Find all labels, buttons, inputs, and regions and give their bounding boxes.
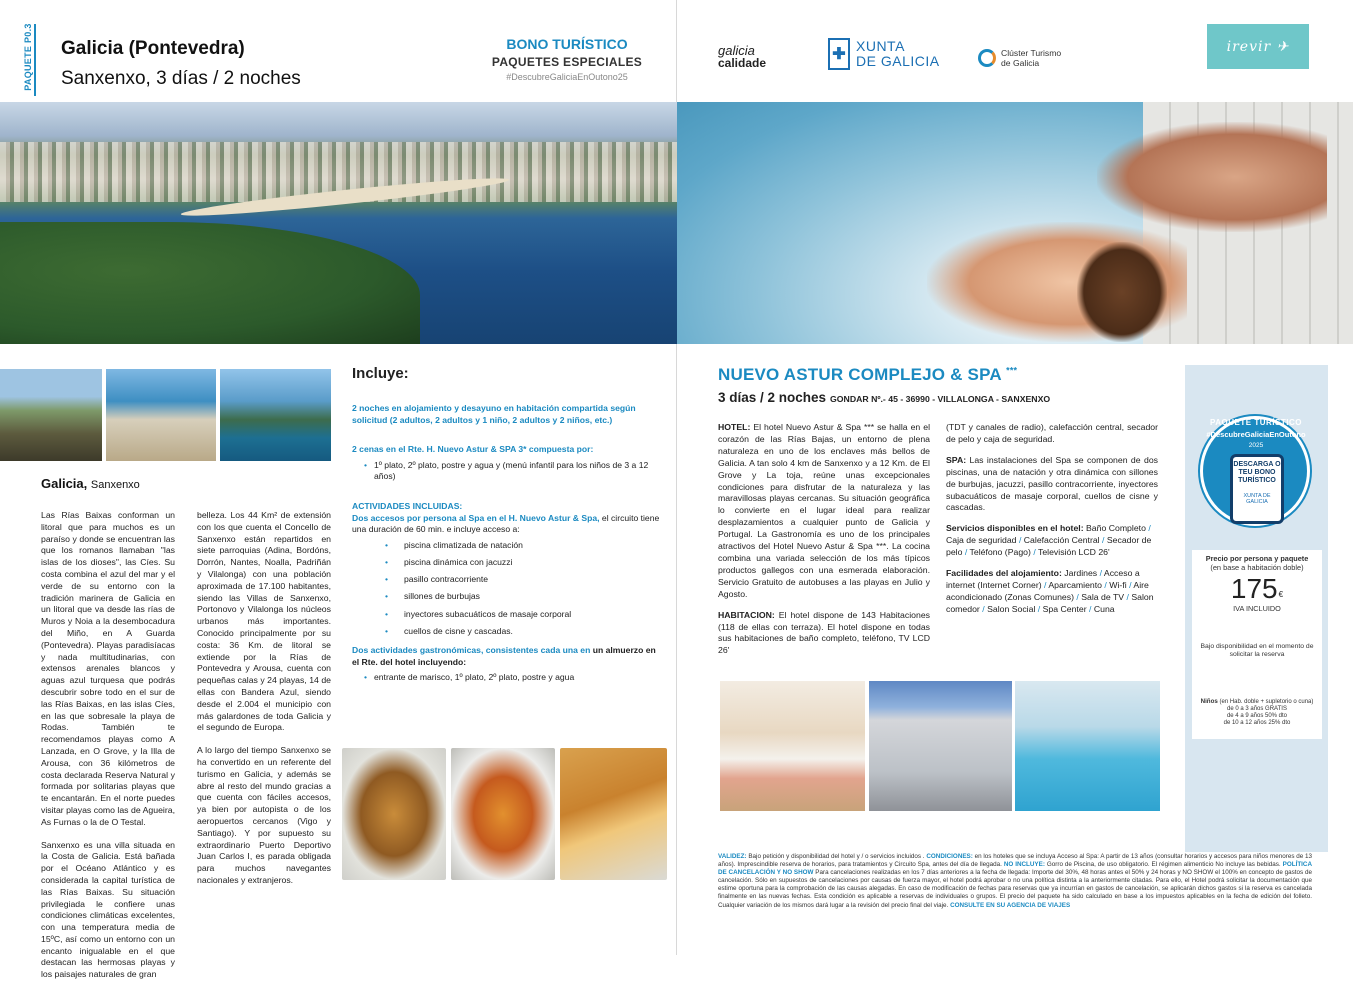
xunta-de-galicia-logo: ✚ XUNTA DE GALICIA (828, 38, 940, 70)
package-tab: PAQUETE P0.3 (22, 24, 36, 96)
services-list: Servicios disponibles en el hotel: Baño Completo / Caja de seguridad / Calefacción Central / Secador de pelo / Teléfono (Pago) / Televisión LCD 26' (946, 523, 1152, 558)
cies-islands-photo (220, 369, 331, 461)
price-label: Precio por persona y paquete (1205, 554, 1309, 563)
availability-note: Bajo disponibilidad en el momento de solicitar la reserva (1200, 643, 1314, 659)
hotel-room-photo (720, 681, 865, 811)
bono-badge: PAQUETE TURÍSTICO #DescubreGaliciaEnOutono 2025 DESCARGA O TEU BONO TURÍSTICO XUNTA DE GALICIA (1190, 410, 1324, 544)
sanxenxo-coast-photo (0, 102, 677, 344)
activities-heading: ACTIVIDADES INCLUIDAS: (352, 500, 463, 511)
price-basis: (en base a habitación doble) (1210, 563, 1304, 572)
boat-wreck-photo (0, 369, 102, 461)
empanada-dish-photo (560, 748, 667, 880)
galicia-calidade-logo: galicia calidade (718, 43, 767, 70)
hotel-duration: 3 días / 2 noches GONDAR Nº.- 45 - 36990 - VILLALONGA - SANXENXO (718, 390, 1051, 405)
list-item: • 1º plato, 2º plato, postre y agua y (menú infantil para los niños de 3 a 12 años) (352, 460, 664, 483)
hotel-building-photo (869, 681, 1012, 811)
children-pricing: Niños (en Hab. doble + supletorio o cuna) de 0 a 3 años GRATIS de 4 a 9 años 50% dto de 10 a 12 años 25% dto (1200, 698, 1314, 726)
spa-jacuzzi-photo (677, 102, 1353, 344)
consulte-agencia: CONSULTE EN SU AGENCIA DE VIAJES (950, 901, 1071, 909)
cluster-turismo-logo: Clúster Turismo de Galicia (978, 48, 1061, 68)
incluye-section (352, 403, 664, 690)
irevir-logo: irevir ✈ (1207, 24, 1309, 69)
clams-dish-photo (342, 748, 446, 880)
gastro-info: Dos actividades gastronómicas, consistentes cada una en un almuerzo en el Rte. del hotel incluyendo: (352, 645, 656, 667)
gastro-items-list (352, 672, 664, 684)
galicia-heading: Galicia, Sanxenxo (41, 476, 140, 491)
list-item: • entrante de marisco, 1º plato, 2º plato, postre y agua (352, 672, 664, 684)
list-item: • inyectores subacuáticos de masaje corporal (352, 609, 664, 621)
incluye-heading: Incluye: (352, 365, 409, 382)
bono-turistico-header (482, 36, 652, 82)
list-item: • piscina dinámica con jacuzzi (352, 557, 664, 569)
galicia-text-col2: belleza. Los 44 Km² de extensión con los que cuenta el Concello de Sanxenxo están repartidos en siete parroquias (Adina, Bordóns, Dorrón, Nantes, Noalla, Padriñán y Vilalonga) con una población aproximada de 17.100 habitantes, siendo las Villas de Sanxenxo, Portonovo y Vilalonga los núcleos urbanos más importantes. Conocido principalmente por su costa: 36 Km. de litoral se extiende por la Rías de Pontevedra y Arousa, cuenta con pequeñas calas y 24 playas, 14 de ellas con Bandera Azul, siendo desde el 2.004 el municipio con más galardones de toda Galicia y el segundo de Europa. A lo largo del tiempo Sanxenxo se ha convertido en un referente del turismo en Galicia, y además se abre al resto del mundo gracias a que cuenta con fáciles accesos, ya bien por autopista o de los aeropuertos cercanos (Vigo y Santiago). Y por supuesto su extraordinario Puerto Deportivo Juan Carlos I, es parada obligada para muchos navegantes nacionales y extranjeros. (197, 510, 331, 885)
scallops-dish-photo (451, 748, 555, 880)
spa-access-info: Dos accesos por persona al Spa en el H. Nuevo Astur & Spa, el circuito tiene una duración de 60 min. e incluye acceso a: (352, 512, 660, 535)
bono-title: BONO TURÍSTICO (506, 36, 628, 52)
page-subtitle: Sanxenxo, 3 días / 2 noches (61, 68, 301, 89)
list-item: • piscina climatizada de natación (352, 540, 664, 552)
hotel-text-col1: HOTEL: El hotel Nuevo Astur & Spa *** se halla en el corazón de las Rías Bajas, un entorno de plena naturaleza en uno de los enclaves más bellos de Galicia. A tan solo 4 km de Sanxenxo y a 12 Km. de El Grove y La toja, reúne unas excepcionales condiciones para disfrutar de la naturaleza y las maravillosas playas cercanas. Su situación geográfica lo convierte en el lugar ideal para realizar desplazamientos a cualquier punto de Galicia y Portugal. La Gastronomía es uno de los principales atractivos del Hotel Nuevo Astur & Spa ***. La cocina combina una variada selección de los más típicos productos gallegos con una esmerada elaboración. Servicio Gratuito de autobuses a las playas en Julio y Agosto. HABITACION: El hotel dispone de 143 Habitaciones (118 de ellas con terraza). El hotel dispone en todas sus habitaciones de baño completo, teléfono, TV LCD 26' (718, 422, 930, 656)
facilities-list: Facilidades del alojamiento: Jardines / Acceso a internet (Internet Corner) / Aparcamiento / Wi-fi / Aire acondicionado (Zonas Comunes) / Sala de TV / Salon comedor / Salon Social / Spa Center / Cuna (946, 568, 1154, 614)
dinner-list (352, 460, 664, 483)
page-title: Galicia (Pontevedra) (61, 38, 245, 59)
spa-items-list (352, 540, 664, 638)
dinners-info: 2 cenas en el Rte. H. Nuevo Astur & SPA 3* compuesta por: (352, 444, 594, 455)
bono-hashtag: #DescubreGaliciaEnOutono25 (506, 72, 628, 82)
stay-info: 2 noches en alojamiento y desayuno en habitación compartida según solicitud (2 adultos, 2 adultos y 1 niño, 2 adultos y 2 niños, etc.) (352, 403, 636, 425)
bono-subtitle: PAQUETES ESPECIALES (491, 55, 643, 69)
legal-conditions: VALIDEZ: Bajo petición y disponibilidad del hotel y / o servicios incluidos . CONDICIONES: en los hoteles que se incluya Acceso al Spa: A partir de 13 años (consultar horarios y accesos para niños menores de 13 años). Imprescindible reserva de horarios, para tratamientos y Circuito Spa, antes del día de llegada. NO INCLUYE: Gorro de Piscina, de uso obligatorio. El régimen alimenticio No incluye las bebidas. POLÍTICA DE CANCELACIÓN Y NO SHOW Para cancelaciones realizadas en los 7 días anteriores a la fecha de llegada: Importe del 30%, 48 horas antes el 50% y 24 horas y NO SHOW el 100% en concepto de gastos de cancelación. Sólo en supuestos de cancelaciones por causas de fuerza mayor, el hotel podrá aprobar o no una política distinta a la anteriormente citadas. Para ello, el Hotel podrá solicitar la documentación que estime oportuna para la comprobación de las causas alegadas. En caso de modificación de fechas para reservas que ya incurrían en gastos de cancelación, se aplicarán dichos gastos si la reserva es cancelada finalmente en las nuevas fechas. Esta condición es aplicable a reservas de individuales o grupos. El precio del paquete ha sido calculado en base a los impuestos aplicables en la fecha de edición del folleto. Cualquier variación de los mismos dará lugar a la revisión del precio final del viaje. CONSULTE EN SU AGENCIA DE VIAJES (718, 853, 1313, 909)
price-amount: 175€ (1230, 573, 1284, 604)
hotel-address: GONDAR Nº.- 45 - 36990 - VILLALONGA - SANXENXO (830, 394, 1051, 404)
galicia-text-col1: Las Rías Baixas conforman un litoral que para muchos es un paraíso y donde se encuentran las que los romanos llamaban "las islas de los dioses", las Cíes. Su costa combina el azul del mar y el verde de su entorno con la tradición marinera de Galicia en un litoral que va desde las rías de Muros y Noia a la desembocadura del Miño, en A Guarda (Pontevedra). Playas paradisíacas y nada multitudinarias, con extensos arenales blancos y aguas azul turquesa que podrás descubrir sobre todo en el sur de las Rías Baixas, en las islas Cíes, en las que sobresale la playa de Rodas. También te recomendamos playas como A Lanzada, en O Grove, y la Illa de Arousa, con 36 kilómetros de costa declarada Reserva Natural y formada por solitarias playas que te encantarán. En el norte puedes visitar playas como las de Agueira, As Furnas o la de O Testal. Sanxenxo es una villa situada en la Costa de Galicia. Está bañada por el Océano Atlántico y es considerada la capital turística de las Rías Baixas. Su situación privilegiada le confiere unas condiciones climáticas excelentes, con una temperatura media de 15ºC, así como un entorno con un encanto inigualable en el que destacan las hermosas playas y los paisajes naturales de gran (41, 510, 175, 980)
xunta-cross-icon: ✚ (828, 38, 850, 70)
hotel-name: NUEVO ASTUR COMPLEJO & SPA *** (718, 365, 1018, 384)
list-item: • sillones de burbujas (352, 591, 664, 603)
cluster-icon (978, 49, 996, 67)
phone-icon: DESCARGA O TEU BONO TURÍSTICO XUNTA DE GALICIA (1230, 454, 1284, 524)
hotel-pool-photo (1015, 681, 1160, 811)
list-item: • cuellos de cisne y cascadas. (352, 626, 664, 638)
beach-path-photo (106, 369, 216, 461)
iva-label: IVA INCLUIDO (1233, 604, 1281, 613)
list-item: • pasillo contracorriente (352, 574, 664, 586)
hotel-text-col2: (TDT y canales de radio), calefacción central, secador de pelo y caja de seguridad. SPA: Las instalaciones del Spa se componen de dos piscinas, una de natación y otra dinámica con sillones de burbujas, jacuzzi, pasillo contracorriente, inyectores subacuáticos de masaje corporal, cuellos de cisne y cascadas. Servicios disponibles en el hotel: Baño Completo / Caja de seguridad / Calefacción Central / Secador de pelo / Teléfono (Pago) / Televisión LCD 26' Facilidades del alojamiento: Jardines / Acceso a internet (Internet Corner) / Aparcamiento / Wi-fi / Aire acondicionado (Zonas Comunes) / Sala de TV / Salon comedor / Salon Social / Spa Center / Cuna (946, 422, 1158, 614)
